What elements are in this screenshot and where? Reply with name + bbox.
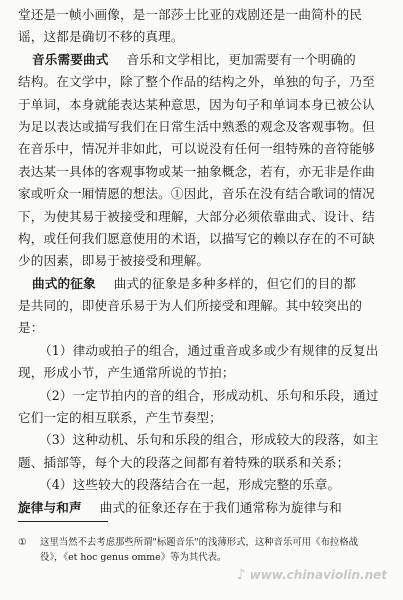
text-line: 构，或任何我们愿意使用的术语，以描写它的赖以存在的不可缺 (18, 230, 375, 246)
text-line: 堂还是一帧小画像，是一部莎士比亚的戏剧还是一曲简朴的民 (18, 7, 363, 22)
section-heading: 音乐需要曲式 (32, 51, 109, 67)
footnote-text-line2: 役》，《et hoc genus omme》等为其代表。 (40, 552, 227, 563)
text-line: 是共同的，即使音乐易于为人们所接受和理解。其中较突出的 (18, 298, 363, 314)
footnote-marker: ① (18, 537, 27, 548)
text-line: 为足以表达或描写我们在日常生活中熟悉的观念及客观事物。但 (18, 118, 375, 134)
watermark-text: www.chinaviolin.net (249, 568, 387, 582)
text-line: 是： (18, 320, 44, 336)
list-item-2: （2）一定节拍内的音的组合，形成动机、乐句和乐段，通过 (39, 387, 379, 403)
violin-icon: ♪ (236, 567, 246, 583)
text-line: 题、插部等，每个大的段落之间都有着特殊的联系和关系； (18, 454, 350, 470)
section-line-form-signs: 曲式的征象 曲式的征象是多种多样的，但它们的目的都 (32, 275, 356, 291)
section-heading: 旋律与和声 (18, 499, 82, 515)
text-line: 现，形成小节，产生通常所说的节拍； (18, 365, 235, 381)
footnote-text-line1: 这里当然不去考虑那些所谓"标题音乐"的浅薄形式，这种音乐可用《布拉格战 (40, 537, 359, 548)
list-item-1: （1）律动或拍子的组合，通过重音或多或少有规律的反复出 (39, 342, 379, 358)
watermark (237, 567, 387, 583)
text-line: 于单词，本身就能表达某种意思，因为句子和单词本身已被公认 (18, 96, 375, 112)
text-line: 在音乐中，情况并非如此，可以说没有任何一组特殊的音符能够 (18, 141, 375, 157)
body-text (18, 4, 390, 519)
text-line: 结构。在文学中，除了整个作品的结构之外，单独的句子，乃至 (18, 74, 375, 90)
list-item-3: （3）这种动机、乐句和乐段的组合，形成较大的段落，如主 (39, 432, 379, 448)
text-line: 少的因素，即易于被接受和理解。 (18, 253, 210, 269)
text-line: 表达某一具体的客观事物或某一抽象概念，若有，亦无非是作曲 (18, 163, 375, 179)
section-heading: 曲式的征象 (32, 275, 96, 291)
footnote (18, 535, 390, 565)
section-line-form-needed: 音乐需要曲式 音乐和文学相比，更加需要有一个明确的 (32, 51, 356, 67)
section-line-melody-harmony: 旋律与和声 曲式的征象还存在于我们通常称为旋律与和 (18, 499, 342, 515)
text-line: 它们一定的相互联系，产生节奏型； (18, 410, 222, 426)
list-item-4: （4）这些较大的段落结合在一起，形成完整的乐章。 (39, 477, 341, 493)
footnote-separator (18, 521, 108, 522)
text-line: 下，为使其易于被接受和理解，大部分必须依靠曲式、设计、结 (18, 208, 375, 224)
text-line: 谣，这都是确切不移的真理。 (18, 29, 184, 45)
text-line: 家或听众一厢情愿的想法。①因此，音乐在没有结合歌词的情况 (18, 186, 375, 202)
